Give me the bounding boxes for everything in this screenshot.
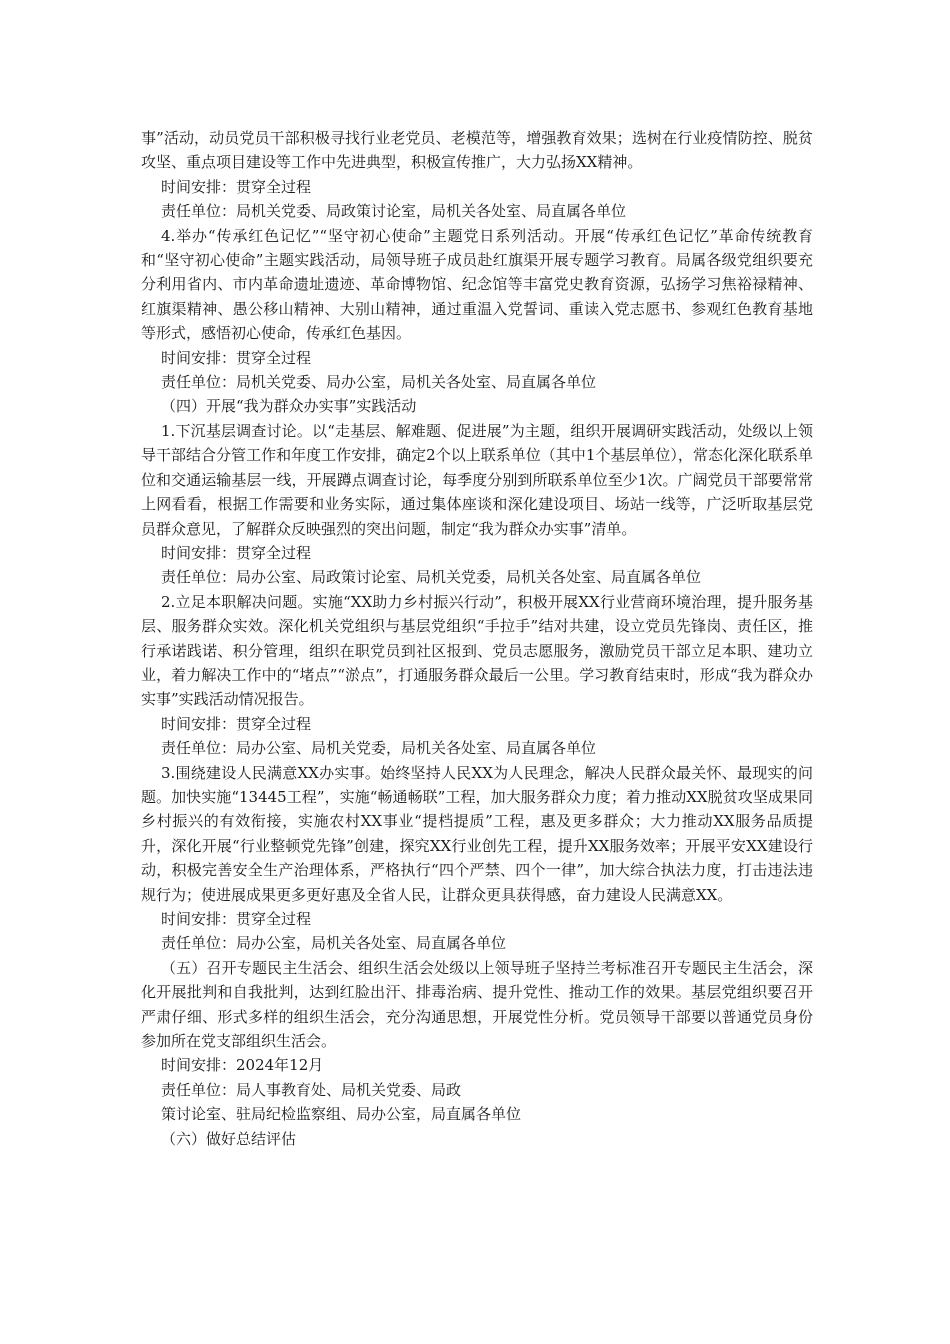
schedule-line: 时间安排：贯穿全过程 <box>161 543 312 562</box>
section-heading-4: （四）开展“我为群众办实事”实践活动 <box>161 397 417 416</box>
paragraph-item-1: 1.下沉基层调查讨论。以“走基层、解难题、促进展”为主题，组织开展调研实践活动，处级以上领导干部结合分管工作和年度工作安排，确定2个以上联系单位（其中1个基层单位），常态化深化联系单位和交通运输基层一线，开展蹲点调查讨论，每季度分别到所联系单位至少1次。广阔党员干部要常常上网看看，根据工作需要和业务实际，通过集体座谈和深化建设项目、场站一线等，广泛听取基层党员群众意见，了解群众反映强烈的突出问题，制定“我为群众办实事”清单。 <box>141 421 813 538</box>
paragraph-activity-continuation: 事”活动，动员党员干部积极寻找行业老党员、老模范等，增强教育效果；选树在行业疫情防控、脱贫攻坚、重点项目建设等工作中先进典型，积极宣传推广，大力弘扬XX精神。 <box>141 129 813 172</box>
paragraph-item-3: 3.围绕建设人民满意XX办实事。始终坚持人民XX为人民理念，解决人民群众最关怀、最现实的问题。加快实施“13445工程”，实施“畅通畅联”工程，加大服务群众力度；着力推动XX脱贫攻坚成果同乡村振兴的有效衔接，实施农村XX事业“提档提质”工程，惠及更多群众；大力推动XX服务品质提升，深化开展“行业整顿党先锋”创建，探究XX行业创先工程，提升XX服务效率；开展平安XX建设行动，积极完善安全生产治理体系，严格执行“四个严禁、四个一律”，加大综合执法力度，打击违法违规行为；使进展成果更多更好惠及全省人民，让群众更具获得感，奋力建设人民满意XX。 <box>141 763 813 904</box>
schedule-line: 时间安排：贯穿全过程 <box>161 714 312 733</box>
schedule-line: 时间安排：贯穿全过程 <box>161 348 312 367</box>
paragraph-item-4: 4.举办“传承红色记忆”“坚守初心使命”主题党日系列活动。开展“传承红色记忆”革命传统教育和“坚守初心使命”主题实践活动，局领导班子成员赴红旗渠开展专题学习教育。局属各级党组织要充分利用省内、市内革命遗址遗迹、革命博物馆、纪念馆等丰富党史教育资源，弘扬学习焦裕禄精神、红旗渠精神、愚公移山精神、大别山精神，通过重温入党誓词、重读入党志愿书、参观红色教育基地等形式，感悟初心使命，传承红色基因。 <box>141 226 813 343</box>
responsible-units-line: 责任单位：局机关党委、局办公室，局机关各处室、局直属各单位 <box>161 373 597 392</box>
responsible-units-line: 责任单位：局机关党委、局政策讨论室，局机关各处室、局直属各单位 <box>161 202 627 221</box>
schedule-line: 时间安排：2024年12月 <box>161 1056 324 1075</box>
schedule-line: 时间安排：贯穿全过程 <box>161 910 312 928</box>
document-page <box>141 126 813 1151</box>
responsible-units-line: 责任单位：局办公室、局机关党委，局机关各处室、局直属各单位 <box>161 739 597 758</box>
section-heading-6: （六）做好总结评估 <box>161 1129 297 1148</box>
paragraph-item-2: 2.立足本职解决问题。实施“XX助力乡村振兴行动”，积极开展XX行业营商环境治理，提升服务基层、服务群众实效。深化机关党组织与基层党组织“手拉手”结对共建，设立党员先锋岗、责任区，推行承诺践诺、积分管理，组织在职党员到社区报到、党员志愿服务，激励党员干部立足本职、建功立业，着力解决工作中的“堵点”“淤点”，打通服务群众最后一公里。学习教育结束时，形成“我为群众办实事”实践活动情况报告。 <box>141 592 813 709</box>
schedule-line: 时间安排：贯穿全过程 <box>161 177 312 196</box>
section-heading-5: （五）召开专题民主生活会、组织生活会处级以上领导班子坚持兰考标准召开专题民主生活会，深化开展批判和自我批判，达到红脸出汗、排毒治病、提升党性、推动工作的效果。基层党组织要召开严肃仔细、形式多样的组织生活会，充分沟通思想，开展党性分析。党员领导干部要以普通党员身份参加所在党支部组织生活会。 <box>141 958 813 1051</box>
responsible-units-line: 责任单位：局办公室，局机关各处室、局直属各单位 <box>161 934 507 953</box>
responsible-units-line: 责任单位：局人事教育处、局机关党委、局政 <box>161 1080 462 1099</box>
responsible-units-line: 责任单位：局办公室、局政策讨论室、局机关党委，局机关各处室、局直属各单位 <box>161 568 702 587</box>
responsible-units-continuation: 策讨论室、驻局纪检监察组、局办公室，局直属各单位 <box>161 1105 522 1124</box>
